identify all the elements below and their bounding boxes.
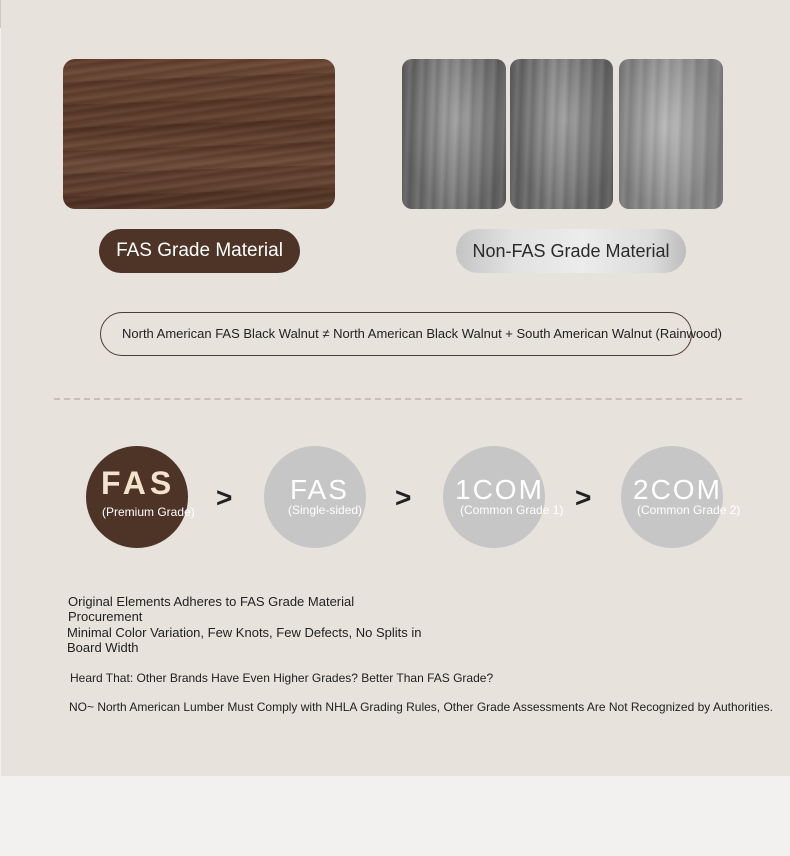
separator-2: > xyxy=(395,482,412,513)
grade-title-1com: 1COM xyxy=(455,474,544,505)
grade-sub-1com: (Common Grade 1) xyxy=(460,503,564,517)
non-fas-swatch-3 xyxy=(619,59,723,209)
grade-sub-fas-single: (Single-sided) xyxy=(288,503,363,517)
info-line-2: Procurement xyxy=(68,609,143,624)
fas-grade-label: FAS Grade Material xyxy=(99,229,300,273)
grade-title-fas-premium: FAS xyxy=(101,465,176,501)
comparison-note: North American FAS Black Walnut ≠ North American Black Walnut + South American Walnut (Rainwood) xyxy=(122,326,722,341)
info-line-1: Original Elements Adheres to FAS Grade Material xyxy=(68,594,355,609)
grade-title-2com: 2COM xyxy=(633,474,722,505)
grade-title-fas-single: FAS xyxy=(290,474,349,505)
grade-sub-fas-premium: (Premium Grade) xyxy=(102,505,195,519)
dashed-divider xyxy=(54,398,742,400)
grade-sub-2com: (Common Grade 2) xyxy=(637,503,741,517)
question-text: Heard That: Other Brands Have Even Higher Grades? Better Than FAS Grade? xyxy=(70,671,494,685)
non-fas-swatch-2 xyxy=(510,59,613,209)
info-line-4: Board Width xyxy=(67,640,139,655)
non-fas-swatch-1 xyxy=(402,59,506,209)
fas-walnut-swatch xyxy=(63,59,335,209)
info-line-3: Minimal Color Variation, Few Knots, Few Defects, No Splits in xyxy=(67,625,422,640)
separator-1: > xyxy=(216,482,233,513)
separator-3: > xyxy=(575,482,592,513)
corner-divider xyxy=(0,0,1,28)
answer-text: NO~ North American Lumber Must Comply with NHLA Grading Rules, Other Grade Assessments Are Not Recognized by Authorities. xyxy=(69,700,773,714)
non-fas-grade-label: Non-FAS Grade Material xyxy=(456,229,686,273)
